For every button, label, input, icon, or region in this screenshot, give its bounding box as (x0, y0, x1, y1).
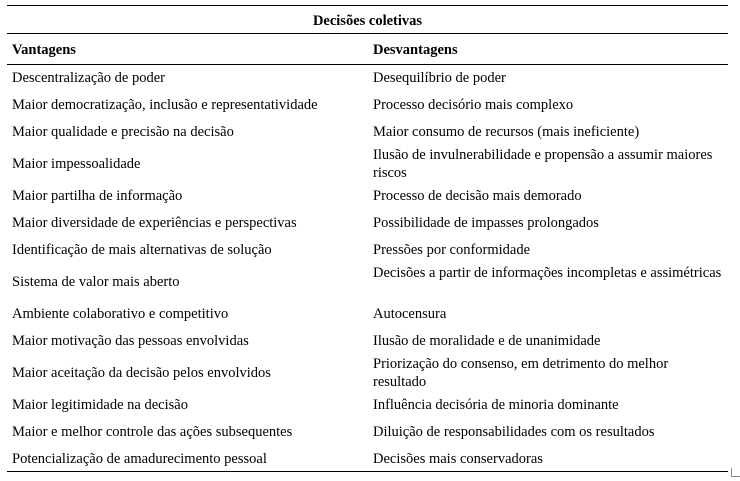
desvantagem-cell: Possibilidade de impasses prolongados (373, 215, 599, 231)
desvantagem-cell: Decisões mais conservadoras (373, 451, 543, 467)
header-desvantagens: Desvantagens (373, 42, 458, 58)
desvantagem-cell: Diluição de responsabilidades com os resultados (373, 424, 655, 440)
vantagem-cell: Maior motivação das pessoas envolvidas (12, 333, 249, 349)
desvantagem-cell: Ilusão de moralidade e de unanimidade (373, 333, 601, 349)
desvantagem-cell: Decisões a partir de informações incompletas e assimétricas (373, 265, 722, 281)
desvantagem-cell: Ilusão de invulnerabilidade e propensão a assumir maiores riscos (373, 147, 713, 181)
desvantagem-cell: Processo de decisão mais demorado (373, 188, 582, 204)
desvantagem-cell: Processo decisório mais complexo (373, 97, 574, 113)
caption-rule (7, 33, 728, 34)
bottom-rule (7, 471, 728, 472)
vantagem-cell: Maior partilha de informação (12, 188, 183, 204)
vantagem-cell: Maior democratização, inclusão e representatividade (12, 97, 318, 113)
top-rule (7, 5, 728, 6)
desvantagem-cell: Pressões por conformidade (373, 242, 531, 258)
vantagem-cell: Maior legitimidade na decisão (12, 397, 188, 413)
vantagem-cell: Maior impessoalidade (12, 156, 141, 172)
desvantagem-cell: Priorização do consenso, em detrimento do melhor resultado (373, 356, 669, 390)
header-vantagens: Vantagens (12, 42, 76, 58)
vantagem-cell: Ambiente colaborativo e competitivo (12, 306, 229, 322)
vantagem-cell: Maior aceitação da decisão pelos envolvidos (12, 365, 271, 381)
desvantagem-cell: Desequilíbrio de poder (373, 70, 506, 86)
vantagem-cell: Maior e melhor controle das ações subsequentes (12, 424, 293, 440)
table-caption: Decisões coletivas (312, 13, 423, 29)
desvantagem-cell: Influência decisória de minoria dominante (373, 397, 619, 413)
vantagem-cell: Identificação de mais alternativas de solução (12, 242, 272, 258)
vantagem-cell: Maior diversidade de experiências e perspectivas (12, 215, 297, 231)
vantagem-cell: Descentralização de poder (12, 70, 165, 86)
desvantagem-cell: Autocensura (373, 306, 447, 322)
corner-marker (731, 468, 740, 477)
vantagem-cell: Maior qualidade e precisão na decisão (12, 124, 234, 140)
header-rule (7, 64, 728, 65)
desvantagem-cell: Maior consumo de recursos (mais ineficiente) (373, 124, 640, 140)
vantagem-cell: Potencialização de amadurecimento pessoal (12, 451, 267, 467)
vantagem-cell: Sistema de valor mais aberto (12, 274, 180, 290)
